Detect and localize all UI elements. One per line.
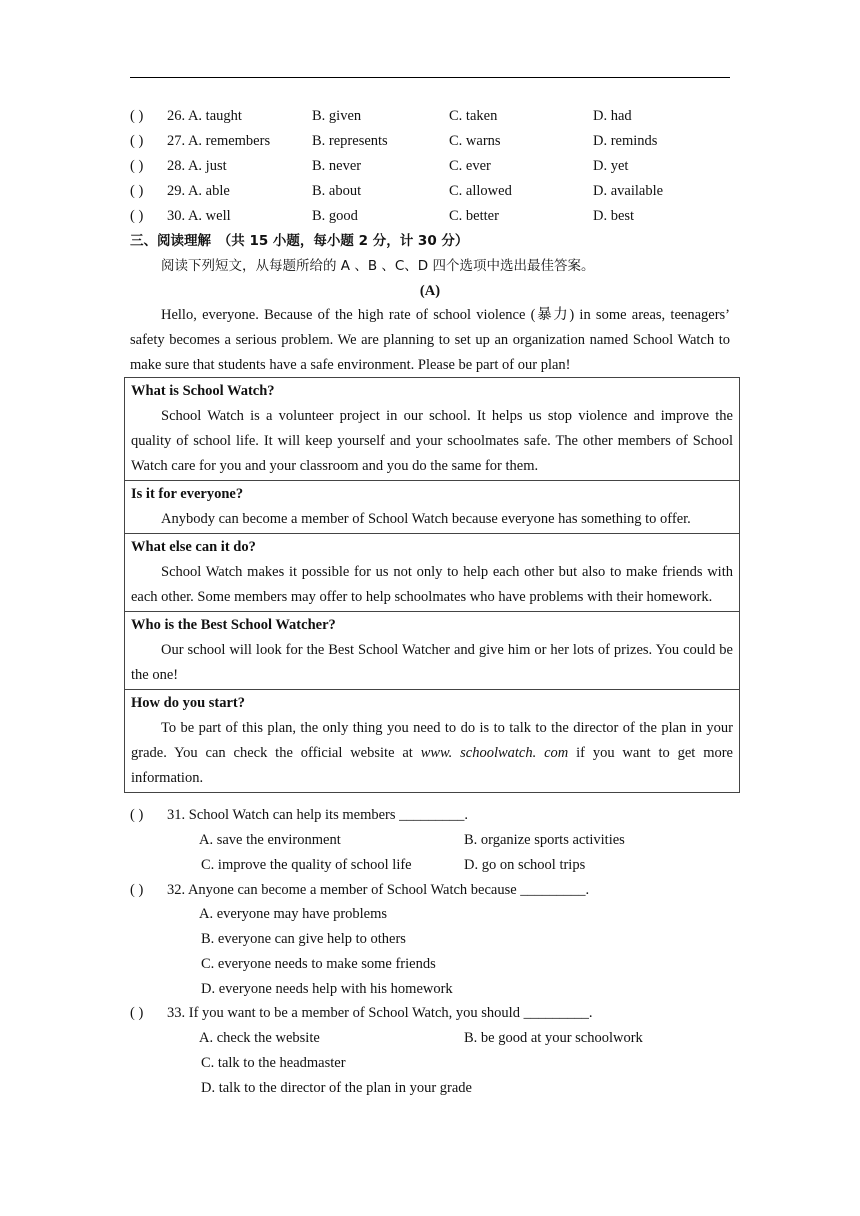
choice-c: C. improve the quality of school life (201, 857, 412, 873)
choice-a: A. check the website (199, 1030, 320, 1046)
option-b: B. about (312, 183, 362, 199)
option-d: D. reminds (593, 133, 658, 149)
choice-a: A. save the environment (199, 832, 341, 848)
choice-d: D. talk to the director of the plan in your grade (201, 1080, 472, 1096)
answer-blank[interactable]: ( ) (130, 807, 144, 823)
option-d: D. had (593, 108, 632, 124)
choice-c: C. talk to the headmaster (201, 1055, 346, 1071)
section-answer: Our school will look for the Best School Watcher and give him or her lots of prizes. You could be the one! (131, 642, 733, 683)
answer-blank[interactable]: ( ) (130, 158, 144, 174)
passage-intro: Hello, everyone. Because of the high rate of school violence (暴力) in some areas, teenagers’ safety becomes a serious problem. We are planning to set up an organization named School Watch to make sure that students have a safe environment. Please be part of our plan! (130, 307, 730, 373)
option-d: D. available (593, 183, 664, 199)
answer-blank[interactable]: ( ) (130, 1005, 144, 1021)
info-section (125, 378, 739, 480)
choice-b: B. organize sports activities (464, 832, 625, 848)
option-a: 28. A. just (167, 158, 227, 174)
answer-blank[interactable]: ( ) (130, 108, 144, 124)
option-c: C. taken (449, 108, 498, 124)
option-c: C. ever (449, 158, 491, 174)
section-answer: Anybody can become a member of School Watch because everyone has something to offer. (161, 511, 691, 527)
answer-blank[interactable]: ( ) (130, 183, 144, 199)
section-question: What else can it do? (131, 539, 256, 555)
option-b: B. represents (312, 133, 388, 149)
header-rule (130, 77, 730, 78)
question-text: 33. If you want to be a member of School Watch, you should _________. (167, 1005, 593, 1021)
section-answer: School Watch is a volunteer project in our school. It helps us stop violence and improve the quality of school life. It will keep yourself and your schoolmates safe. The other members of School Watch care for you and your classroom and you do the same for them. (131, 408, 733, 474)
choice-d: D. go on school trips (464, 857, 586, 873)
info-section (125, 533, 739, 611)
option-c: C. allowed (449, 183, 512, 199)
choice-b: B. everyone can give help to others (201, 931, 406, 947)
section-heading: 三、阅读理解 （共 15 小题，每小题 2 分，计 30 分） (130, 233, 469, 249)
option-c: C. warns (449, 133, 501, 149)
option-c: C. better (449, 208, 499, 224)
section-question: What is School Watch? (131, 383, 275, 399)
info-section (125, 480, 739, 533)
info-box (124, 377, 740, 793)
choice-c: C. everyone needs to make some friends (201, 956, 436, 972)
option-a: 27. A. remembers (167, 133, 271, 149)
section-answer: To be part of this plan, the only thing you need to do is to talk to the director of the plan in your grade. You can check the official website at www. schoolwatch. com if you want to get more information. (131, 720, 733, 786)
choice-b: B. be good at your schoolwork (464, 1030, 643, 1046)
option-d: D. best (593, 208, 635, 224)
option-a: 29. A. able (167, 183, 230, 199)
answer-blank[interactable]: ( ) (130, 882, 144, 898)
passage-label: (A) (419, 283, 441, 299)
section-question: Who is the Best School Watcher? (131, 617, 336, 633)
answer-blank[interactable]: ( ) (130, 133, 144, 149)
section-instruction: 阅读下列短文，从每题所给的 A 、B 、C、D 四个选项中选出最佳答案。 (161, 258, 595, 274)
website-link[interactable]: www. schoolwatch. com (420, 745, 569, 761)
info-section (125, 611, 739, 689)
section-question: How do you start? (131, 695, 245, 711)
option-d: D. yet (593, 158, 629, 174)
info-section (125, 689, 739, 792)
answer-blank[interactable]: ( ) (130, 208, 144, 224)
option-b: B. never (312, 158, 362, 174)
option-a: 30. A. well (167, 208, 231, 224)
choice-a: A. everyone may have problems (199, 906, 388, 922)
option-a: 26. A. taught (167, 108, 242, 124)
question-text: 32. Anyone can become a member of School Watch because _________. (167, 882, 590, 898)
option-b: B. given (312, 108, 362, 124)
choice-d: D. everyone needs help with his homework (201, 981, 453, 997)
section-question: Is it for everyone? (131, 486, 244, 502)
question-text: 31. School Watch can help its members _________. (167, 807, 469, 823)
section-answer: School Watch makes it possible for us not only to help each other but also to make friends with each other. Some members may offer to help schoolmates who have problems with their homework. (131, 564, 733, 605)
option-b: B. good (312, 208, 358, 224)
